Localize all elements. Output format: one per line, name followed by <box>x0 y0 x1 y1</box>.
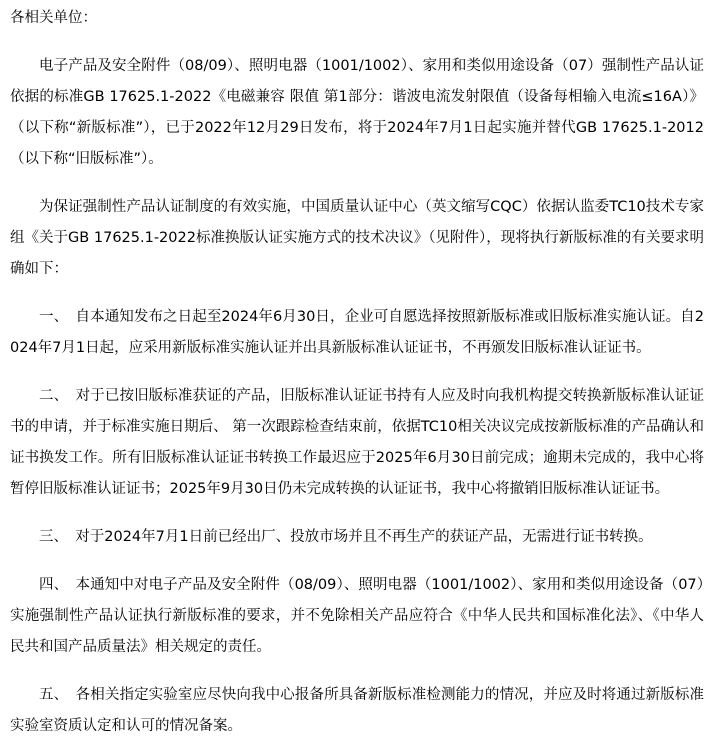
paragraph-standard-intro: 电子产品及安全附件（08/09）、照明电器（1001/1002）、家用和类似用途设备（07）强制性产品认证依据的标准GB 17625.1-2022《电磁兼容 限值 第1部分：谐波电流发射限值（设备每相输入电流≤16A）》（以下称“新版标准”），已于2022年12月29日发布，将于2024年7月1日起实施并替代GB 17625.1-2012（以下称“旧版标准”）。 <box>10 58 705 167</box>
paragraph-item-3: 三、 对于2024年7月1日前已经出厂、投放市场并且不再生产的获证产品，无需进行证书转换。 <box>39 529 653 545</box>
paragraph-item-1: 一、 自本通知发布之日起至2024年6月30日，企业可自愿选择按照新版标准或旧版标准实施认证。自2024年7月1日起，应采用新版标准实施认证并出具新版标准认证证书，不再颁发旧版标准认证证书。 <box>10 309 704 356</box>
paragraph-implementation-intro: 为保证强制性产品认证制度的有效实施，中国质量认证中心（英文缩写CQC）依据认监委TC10技术专家组《关于GB 17625.1-2022标准换版认证实施方式的技术决议》（见附件），现将执行新版标准的有关要求明确如下： <box>10 199 704 277</box>
salutation-line: 各相关单位： <box>10 10 97 26</box>
paragraph-item-4: 四、 本通知中对电子产品及安全附件（08/09）、照明电器（1001/1002）、家用和类似用途设备（07）实施强制性产品认证执行新版标准的要求，并不免除相关产品应符合《中华人民共和国标准化法》、《中华人民共和国产品质量法》相关规定的责任。 <box>10 577 704 655</box>
paragraph-item-2: 二、 对于已按旧版标准获证的产品，旧版标准认证证书持有人应及时向我机构提交转换新版标准认证证书的申请，并于标准实施日期后、 第一次跟踪检查结束前，依据TC10相关决议完成按新版标准的产品确认和证书换发工作。所有旧版标准认证证书转换工作最迟应于2025年6月30日前完成；逾期未完成的，我中心将暂停旧版标准认证证书；2025年9月30日仍未完成转换的认证证书，我中心将撤销旧版标准认证证书。 <box>10 388 704 497</box>
paragraph-item-5: 五、 各相关指定实验室应尽快向我中心报备所具备新版标准检测能力的情况，并应及时将通过新版标准实验室资质认定和认可的情况备案。 <box>10 687 704 734</box>
